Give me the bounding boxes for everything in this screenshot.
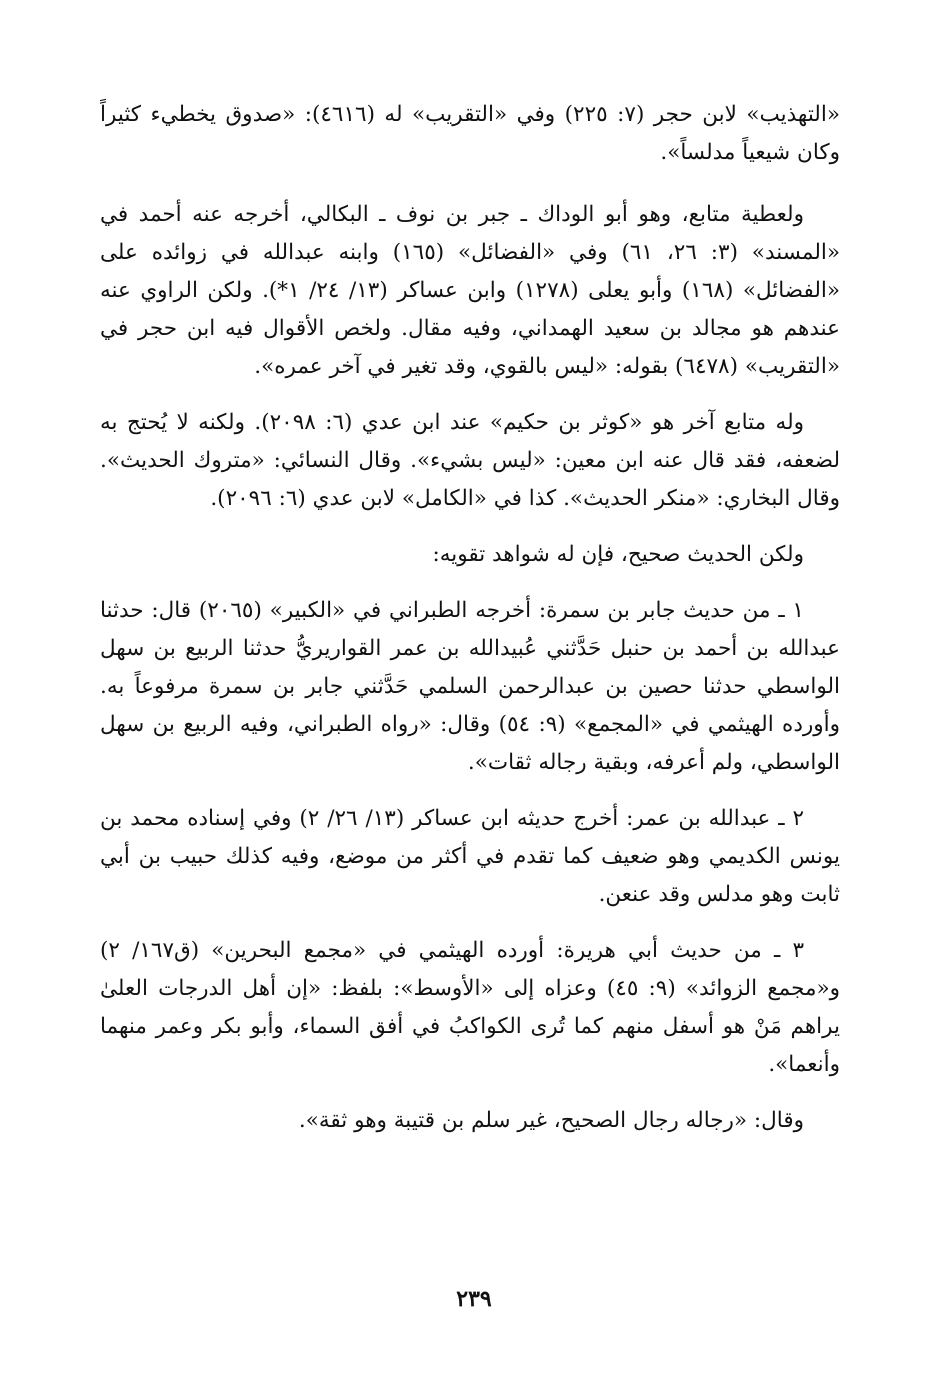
paragraph-shawahid-intro: ولكن الحديث صحيح، فإن له شواهد تقويه: xyxy=(432,542,804,567)
page-body xyxy=(100,96,840,1140)
paragraph-witness-1-jabir: ١ ـ من حديث جابر بن سمرة: أخرجه الطبراني في «الكبير» (٢٠٦٥) قال: حدثنا عبدالله بن أحمد بن حنبل حَدَّثني عُبيدالله بن عمر القواريريُّ حدثنا الربيع بن سهل الواسطي حدثنا حصين بن عبدالرحمن السلمي حَدَّثني جابر بن سمرة مرفوعاً به. وأورده الهيثمي في «المجمع» (٩: ٥٤) وقال: «رواه الطبراني، وفيه الربيع بن سهل الواسطي، ولم أعرفه، وبقية رجاله ثقات». xyxy=(100,598,841,775)
paragraph-abu-al-waddak: ولعطية متابع، وهو أبو الوداك ـ جبر بن نوف ـ البكالي، أخرجه عنه أحمد في «المسند» (٣: ٢٦، ٦١) وفي «الفضائل» (١٦٥) وابنه عبدالله في زوائده على «الفضائل» (١٦٨) وأبو يعلى (١٢٧٨) وابن عساكر (١٣/ ٢٤/ ١*). ولكن الراوي عنه عندهم هو مجالد بن سعيد الهمداني، وفيه مقال. ولخص الأقوال فيه ابن حجر في «التقريب» (٦٤٧٨) بقوله: «ليس بالقوي، وقد تغير في آخر عمره». xyxy=(100,202,841,379)
paragraph-witness-2-ibn-umar: ٢ ـ عبدالله بن عمر: أخرج حديثه ابن عساكر (١٣/ ٢٦/ ٢) وفي إسناده محمد بن يونس الكديمي وهو ضعيف كما تقدم في أكثر من موضع، وفيه كذلك حبيب بن أبي ثابت وهو مدلس وقد عنعن. xyxy=(100,806,840,907)
paragraph-tahdhib-citation: «التهذيب» لابن حجر (٧: ٢٢٥) وفي «التقريب» له (٤٦١٦): «صدوق يخطيء كثيراً وكان شيعياً مدلساً». xyxy=(100,102,840,165)
paragraph-rijal-note: وقال: «رجاله رجال الصحيح، غير سلم بن قتيبة وهو ثقة». xyxy=(298,1108,804,1133)
page-number: ٢٣٩ xyxy=(456,1286,492,1312)
paragraph-kawthar-bin-hakim: وله متابع آخر هو «كوثر بن حكيم» عند ابن عدي (٦: ٢٠٩٨). ولكنه لا يُحتج به لضعفه، فقد قال عنه ابن معين: «ليس بشيء». وقال النسائي: «متروك الحديث». وقال البخاري: «منكر الحديث». كذا في «الكامل» لابن عدي (٦: ٢٠٩٦). xyxy=(100,410,840,511)
paragraph-witness-3-abu-hurayra: ٣ ـ من حديث أبي هريرة: أورده الهيثمي في «مجمع البحرين» (ق١٦٧/ ٢) و«مجمع الزوائد» (٩: ٤٥) وعزاه إلى «الأوسط»: بلفظ: «إن أهل الدرجات العلىٰ يراهم مَنْ هو أسفل منهم كما تُرى الكواكبُ في أفق السماء، وأبو بكر وعمر منهما وأنعما». xyxy=(100,938,841,1077)
